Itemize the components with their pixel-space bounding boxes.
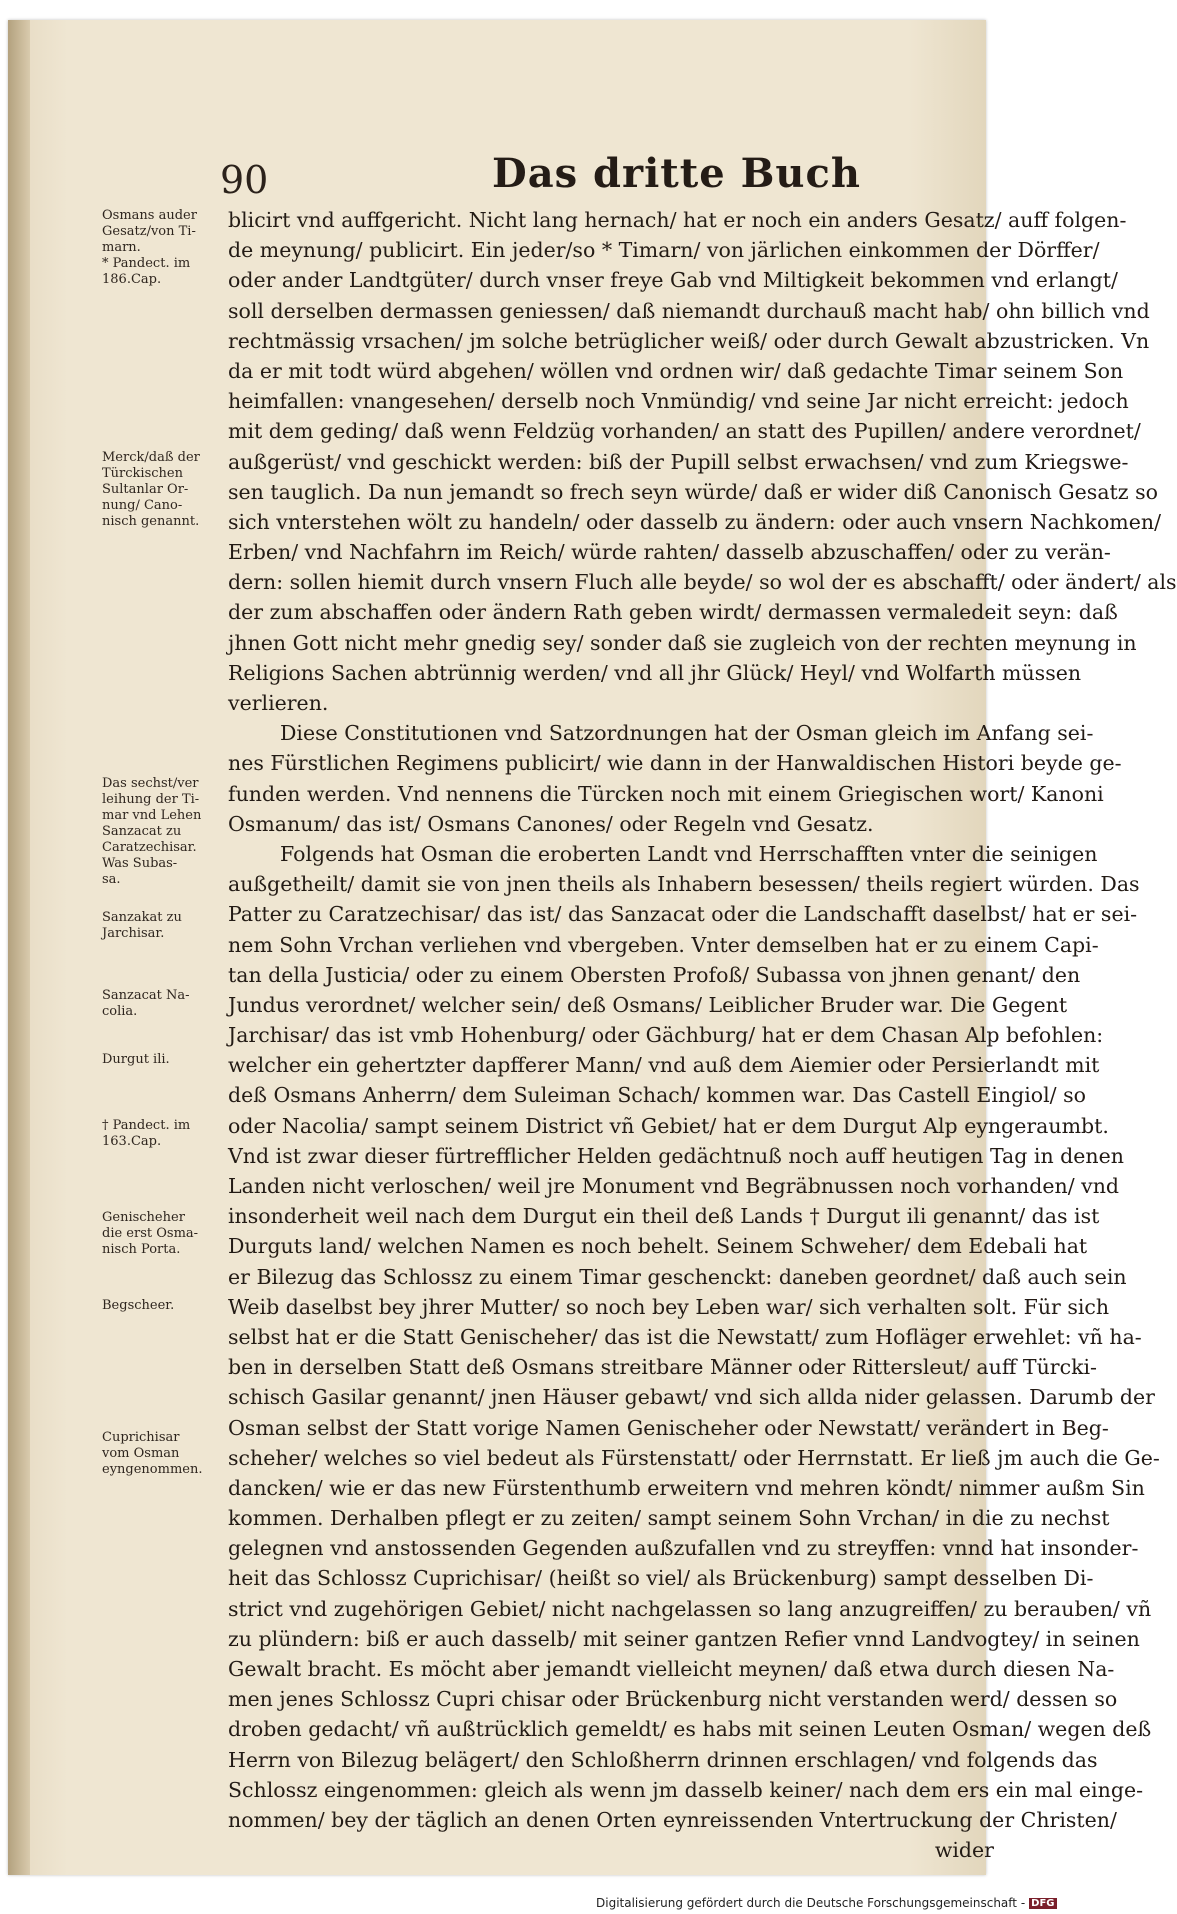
text-line: da er mit todt würd abgehen/ wöllen vnd ordnen wir/ daß gedachte Timar seinem Son [228,358,1124,383]
text-line: heit das Schlossz Cuprichisar/ (heißt so viel/ als Brückenburg) sampt desselben Di- [228,1566,1094,1591]
text-line: soll derselben dermassen geniessen/ daß niemandt durchauß macht hab/ ohn billich vnd [228,298,1150,323]
credit-text: Digitalisierung gefördert durch die Deutsche Forschungsgemeinschaft - [596,1896,1026,1910]
text-line: außgerüst/ vnd geschickt werden: biß der Pupill selbst erwachsen/ vnd zum Kriegswe- [228,449,1129,474]
text-line: selbst hat er die Statt Genischeher/ das ist die Newstatt/ zum Hofläger erwehlet: vñ ha- [228,1324,1142,1349]
text-line: ben in derselben Statt deß Osmans streitbare Männer oder Rittersleut/ auff Türcki- [228,1355,1097,1380]
text-line: Herrn von Bilezug belägert/ den Schloßherrn drinnen erschlagen/ vnd folgends das [228,1747,1098,1772]
margin-note: Begscheer. [102,1298,175,1313]
text-line: kommen. Derhalben pflegt er zu zeiten/ sampt seinem Sohn Vrchan/ in die zu nechst [228,1506,1110,1531]
text-line: schisch Gasilar genannt/ jnen Häuser gebawt/ vnd sich allda nider gelassen. Darumb der [228,1385,1155,1410]
text-line: deß Osmans Anherrn/ dem Suleiman Schach/ kommen war. Das Castell Eingiol/ so [228,1083,1086,1108]
text-line: heimfallen: vnangesehen/ derselb noch Vnmündig/ vnd seine Jar nicht erreicht: jedoch [228,389,1129,414]
text-line: er Bilezug das Schlossz zu einem Timar geschenckt: daneben geordnet/ daß auch sein [228,1264,1127,1289]
text-line: men jenes Schlossz Cupri chisar oder Brückenburg nicht verstanden werd/ dessen so [228,1687,1118,1712]
margin-note: Cuprichisar vom Osman eyngenommen. [102,1430,203,1477]
text-line: Durguts land/ welchen Namen es noch behelt. Seinem Schweher/ dem Edebali hat [228,1234,1088,1259]
text-line: scheher/ welches so viel bedeut als Fürstenstatt/ oder Herrnstatt. Er ließ jm auch die Ge- [228,1445,1160,1470]
text-line: Jarchisar/ das ist vmb Hohenburg/ oder Gächburg/ hat er dem Chasan Alp befohlen: [228,1023,1104,1048]
text-line: Weib daselbst bey jhrer Mutter/ so noch bey Leben war/ sich verhalten solt. Für sich [228,1294,1110,1319]
text-line: dancken/ wie er das new Fürstenthumb erweitern vnd mehren köndt/ nimmer außm Sin [228,1475,1145,1500]
catchword: wider [934,1838,994,1863]
page-gutter [8,20,30,1875]
digitization-credit [596,1896,1057,1910]
text-line: Jundus verordnet/ welcher sein/ deß Osmans/ Leiblicher Bruder war. Die Gegent [228,992,1068,1017]
text-line: rechtmässig vrsachen/ jm solche betrüglicher weiß/ oder durch Gewalt abzustricken. Vn [228,328,1150,353]
text-line: Patter zu Caratzechisar/ das ist/ das Sanzacat oder die Landschafft daselbst/ hat er sei- [228,902,1138,927]
text-line: de meynung/ publicirt. Ein jeder/so * Timarn/ von järlichen einkommen der Dörffer/ [228,238,1100,263]
text-line: tan della Justicia/ oder zu einem Obersten Profoß/ Subassa von jhnen genant/ den [228,962,1081,987]
text-line: strict vnd zugehörigen Gebiet/ nicht nachgelassen so lang anzugreiffen/ zu berauben/ vñ [228,1596,1152,1621]
text-line: Diese Constitutionen vnd Satzordnungen hat der Osman gleich im Anfang sei- [280,721,1094,746]
text-line: dern: sollen hiemit durch vnsern Fluch alle beyde/ so wol der es abschafft/ oder ändert/ als [228,570,1177,595]
text-line: oder Nacolia/ sampt seinem District vñ Gebiet/ hat er dem Durgut Alp eyngeraumbt. [228,1113,1109,1138]
margin-note: Merck/daß der Türckischen Sultanlar Or- nung/ Cano- nisch genannt. [102,450,200,529]
margin-note: Osmans auder Gesatz/von Ti- marn. * Pandect. im 186.Cap. [102,208,197,287]
margin-notes [102,0,227,1855]
margin-note: Durgut ili. [102,1052,170,1067]
text-line: Osmanum/ das ist/ Osmans Canones/ oder Regeln vnd Gesatz. [228,811,874,836]
text-line: jhnen Gott nicht mehr gnedig sey/ sonder daß sie zugleich von der rechten meynung in [228,630,1137,655]
text-line: oder ander Landtgüter/ durch vnser freye Gab vnd Miltigkeit bekommen vnd erlangt/ [228,268,1118,293]
text-line: nommen/ bey der täglich an denen Orten eynreissenden Vntertruckung der Christen/ [228,1807,1117,1832]
body-text [228,205,1177,1865]
text-line: droben gedacht/ vñ außtrücklich gemeldt/ es habs mit seinen Leuten Osman/ wegen deß [228,1717,1152,1742]
text-line: Vnd ist zwar dieser fürtrefflicher Helden gedächtnuß noch auff heutigen Tag in denen [228,1143,1124,1168]
text-line: funden werden. Vnd nennens die Türcken noch mit einem Griegischen wort/ Kanoni [228,781,1104,806]
text-line: insonderheit weil nach dem Durgut ein theil deß Lands † Durgut ili genannt/ das ist [228,1204,1100,1229]
text-line: zu plündern: biß er auch dasselb/ mit seiner gantzen Refier vnnd Landvogtey/ in seinen [228,1626,1140,1651]
text-line: mit dem geding/ daß wenn Feldzüg vorhanden/ an statt des Pupillen/ andere verordnet/ [228,419,1141,444]
text-line: blicirt vnd auffgericht. Nicht lang hernach/ hat er noch ein anders Gesatz/ auff folgen- [228,208,1127,232]
text-line: verlieren. [228,691,329,715]
text-line: nem Sohn Vrchan verliehen vnd vbergeben. Vnter demselben hat er zu einem Capi- [228,932,1099,957]
text-line: nes Fürstlichen Regimens publicirt/ wie dann in der Hanwaldischen Histori beyde ge- [228,751,1122,776]
text-line: gelegnen vnd anstossenden Gegenden außzufallen vnd zu streyffen: vnnd hat insonder- [228,1536,1139,1561]
text-line: Religions Sachen abtrünnig werden/ vnd all jhr Glück/ Heyl/ vnd Wolfarth müssen [228,660,1082,685]
text-line: Gewalt bracht. Es möcht aber jemandt vielleicht meynen/ daß etwa durch diesen Na- [228,1657,1115,1681]
text-line: Erben/ vnd Nachfahrn im Reich/ würde rahten/ dasselb abzuschaffen/ oder zu verän- [228,540,1111,565]
text-line: welcher ein gehertzter dapfferer Mann/ vnd auß dem Aiemier oder Persierlandt mit [228,1053,1100,1078]
margin-note: Sanzacat Na- colia. [102,988,190,1019]
text-line: Schlossz eingenommen: gleich als wenn jm dasselb keiner/ nach dem ers ein mal einge- [228,1777,1144,1802]
running-title: Das dritte Buch [492,150,861,197]
text-line: Folgends hat Osman die eroberten Landt vnd Herrschafften vnter die seinigen [280,841,1098,866]
text-line: außgetheilt/ damit sie von jnen theils als Inhabern besessen/ theils regiert würden. Das [228,872,1140,897]
text-line: Landen nicht verloschen/ weil jre Monument vnd Begräbnussen noch vorhanden/ vnd [228,1174,1120,1198]
text-line: sich vnterstehen wölt zu handeln/ oder dasselb zu ändern: oder auch vnsern Nachkomen/ [228,509,1161,534]
margin-note: Genischeher die erst Osma- nisch Porta. [102,1210,199,1257]
text-line: Osman selbst der Statt vorige Namen Genischeher oder Newstatt/ verändert in Beg- [228,1415,1109,1440]
text-line: sen tauglich. Da nun jemandt so frech seyn würde/ daß er wider diß Canonisch Gesatz so [228,479,1158,504]
margin-note: † Pandect. im 163.Cap. [102,1118,191,1149]
text-line: der zum abschaffen oder ändern Rath geben wirdt/ dermassen vermaledeit seyn: daß [228,600,1118,625]
page-number: 90 [220,158,269,202]
margin-note: Sanzakat zu Jarchisar. [102,910,182,941]
margin-note: Das sechst/ver leihung der Ti- mar vnd Lehen Sanzacat zu Caratzechisar. Was Subas- sa. [102,776,202,887]
dfg-logo-icon: DFG [1031,1898,1055,1909]
